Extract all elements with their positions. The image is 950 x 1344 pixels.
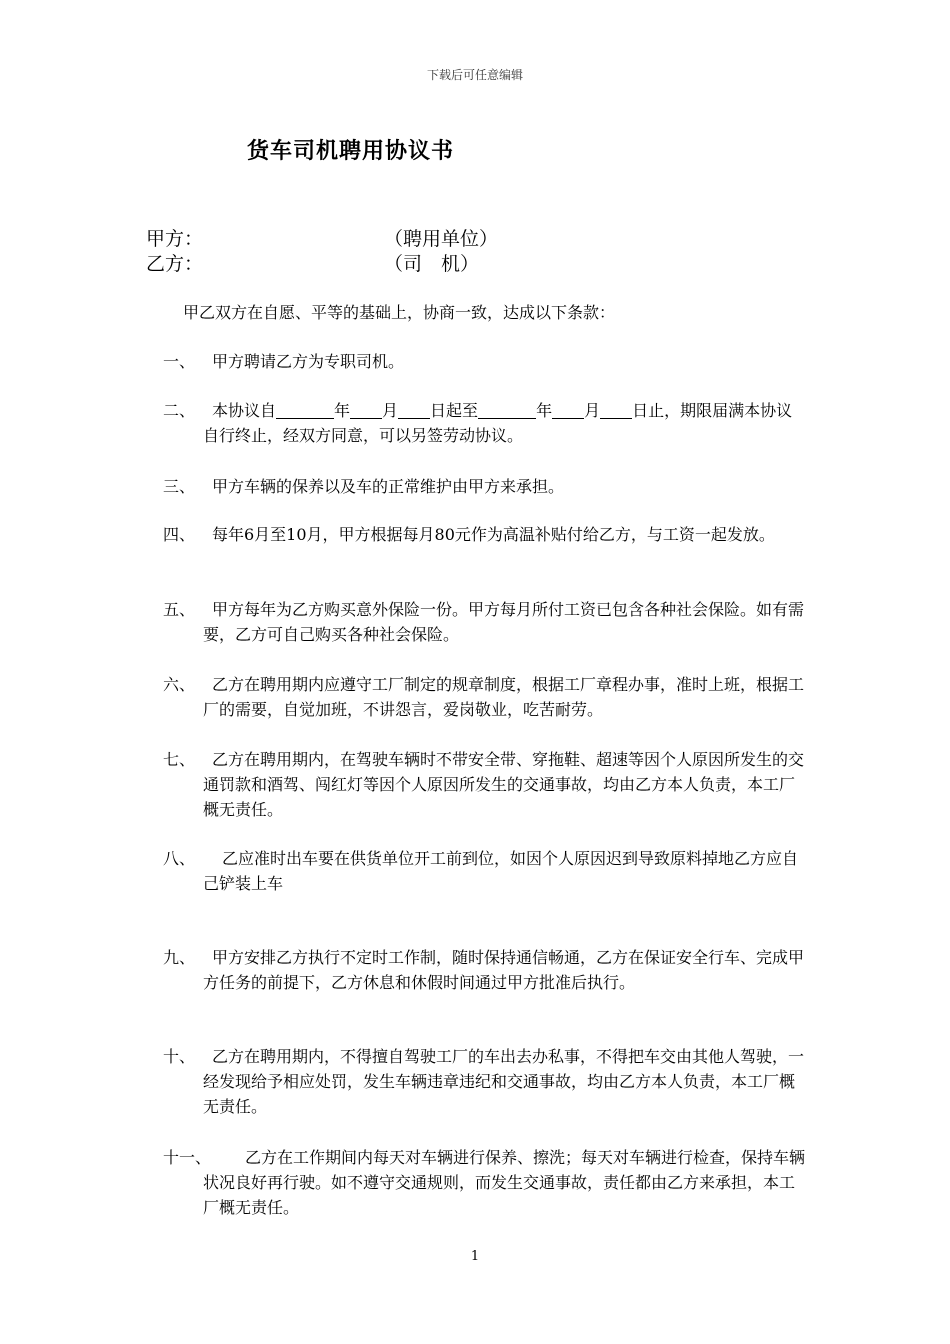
clause-number: 四、 <box>163 525 196 544</box>
clause-text <box>203 1145 808 1220</box>
clause-number: 七、 <box>163 750 196 769</box>
page-number: 1 <box>470 1249 480 1264</box>
clause-number: 二、 <box>163 401 196 420</box>
clause-text <box>203 747 808 822</box>
year-blank[interactable] <box>478 400 536 419</box>
clause-text-part: 年 <box>536 401 553 420</box>
clause-number: 八、 <box>163 849 196 868</box>
clause-number: 六、 <box>163 675 196 694</box>
clause-text: 甲方车辆的保养以及车的正常维护由甲方来承担。 <box>212 477 565 496</box>
clause-number: 三、 <box>163 477 196 496</box>
clause-text <box>203 597 808 647</box>
clause-3 <box>163 474 808 499</box>
clause-text-part: 本协议自 <box>212 401 277 420</box>
clause-2 <box>163 398 808 448</box>
year-blank[interactable] <box>276 400 334 419</box>
clause-6 <box>163 672 808 722</box>
clause-9 <box>163 945 808 995</box>
clause-number: 十一、 <box>163 1148 212 1167</box>
clause-10 <box>163 1044 808 1119</box>
clause-text-body: 乙方在聘用期内，在驾驶车辆时不带安全带、穿拖鞋、超速等因个人原因所发生的交通罚款和酒驾、闯红灯等因个人原因所发生的交通事故，均由乙方本人负责，本工厂概无责任。 <box>203 750 805 819</box>
clause-number: 十、 <box>163 1047 196 1066</box>
clause-text-body: 每年6月至10月，甲方根据每月80元作为高温补贴付给乙方，与工资一起发放。 <box>212 525 775 544</box>
clause-text-body: 乙方在聘用期内应遵守工厂制定的规章制度，根据工厂章程办事，准时上班，根据工厂的需要，自觉加班，不讲怨言，爱岗敬业，吃苦耐劳。 <box>203 675 805 719</box>
clause-1 <box>163 349 808 374</box>
month-blank[interactable] <box>552 400 584 419</box>
clause-text-body: 甲方每年为乙方购买意外保险一份。甲方每月所付工资已包含各种社会保险。如有需要，乙方可自己购买各种社会保险。 <box>203 600 805 644</box>
document-title: 货车司机聘用协议书 <box>247 138 455 164</box>
clause-text <box>203 672 808 722</box>
clause-text <box>203 846 808 896</box>
header-note: 下载后可任意编辑 <box>426 68 523 82</box>
clause-text <box>203 398 808 448</box>
day-blank[interactable] <box>398 400 430 419</box>
clause-4 <box>163 522 808 547</box>
clause-text-body: 乙应准时出车要在供货单位开工前到位，如因个人原因迟到导致原料掉地乙方应自己铲装上车 <box>203 849 799 893</box>
clause-text-part: 月 <box>584 401 601 420</box>
clause-number: 一、 <box>163 352 196 371</box>
clause-7 <box>163 747 808 822</box>
party-a <box>146 224 646 250</box>
party-a-role: （聘用单位） <box>384 228 499 250</box>
party-b <box>146 249 646 275</box>
day-blank[interactable] <box>600 400 632 419</box>
clause-11 <box>163 1145 808 1220</box>
clause-text-body: 乙方在聘用期内，不得擅自驾驶工厂的车出去办私事，不得把车交由其他人驾驶，一经发现给予相应处罚，发生车辆违章违纪和交通事故，均由乙方本人负责，本工厂概无责任。 <box>203 1047 805 1116</box>
clause-text <box>203 522 808 547</box>
clause-5 <box>163 597 808 647</box>
clause-text-part: 年 <box>334 401 351 420</box>
clause-8 <box>163 846 808 896</box>
clause-text <box>203 945 808 995</box>
clause-text-part: 月 <box>382 401 399 420</box>
clause-text-part: 日止，期限届满本协议自行终止，经双方同意，可以另签劳动协议。 <box>203 401 793 445</box>
clause-text-body: 乙方在工作期间内每天对车辆进行保养、擦洗；每天对车辆进行检查，保持车辆状况良好再行驶。如不遵守交通规则，而发生交通事故，责任都由乙方来承担，本工厂概无责任。 <box>203 1148 806 1217</box>
intro-paragraph: 甲乙双方在自愿、平等的基础上，协商一致，达成以下条款： <box>183 303 616 322</box>
party-b-role: （司 机） <box>384 253 480 275</box>
clause-number: 九、 <box>163 948 196 967</box>
party-a-label: 甲方： <box>146 228 204 250</box>
month-blank[interactable] <box>350 400 382 419</box>
clause-text <box>203 1044 808 1119</box>
party-b-label: 乙方： <box>146 253 204 275</box>
clause-text-body: 甲方安排乙方执行不定时工作制，随时保持通信畅通，乙方在保证安全行车、完成甲方任务的前提下，乙方休息和休假时间通过甲方批准后执行。 <box>203 948 805 992</box>
clause-number: 五、 <box>163 600 196 619</box>
clause-text-part: 日起至 <box>430 401 479 420</box>
clause-text: 甲方聘请乙方为专职司机。 <box>212 352 405 371</box>
